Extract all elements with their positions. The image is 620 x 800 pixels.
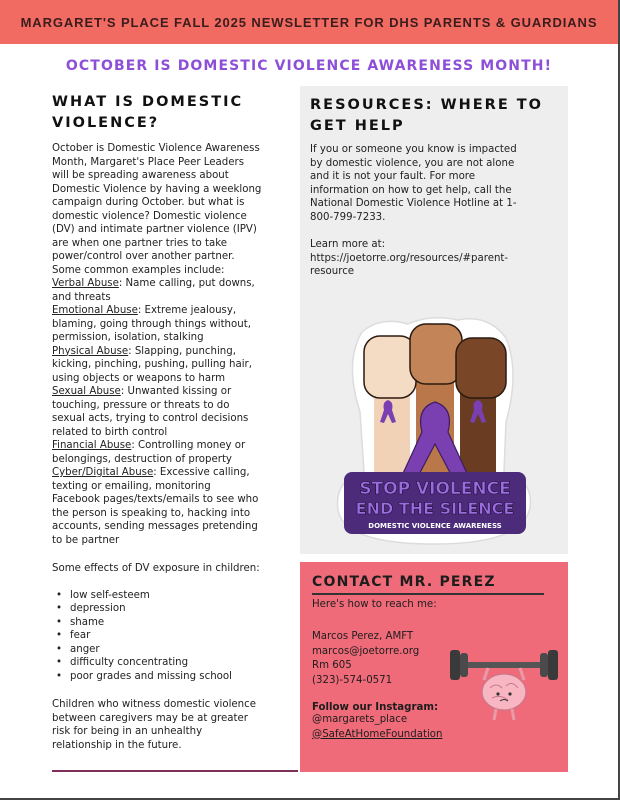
instagram-handle[interactable]: @margarets_place bbox=[312, 714, 408, 725]
list-item: • fear bbox=[56, 629, 292, 643]
banner-title: MARGARET'S PLACE FALL 2025 NEWSLETTER FOR DHS PARENTS & GUARDIANS bbox=[20, 14, 598, 30]
weight-plate bbox=[460, 653, 468, 677]
abuse-desc: related to birth control bbox=[52, 426, 168, 438]
text-line: campaign during October. but what is bbox=[52, 197, 245, 208]
abuse-desc: : Slapping, punching, bbox=[128, 345, 236, 357]
barbell-bar bbox=[454, 662, 554, 668]
abuse-verbal bbox=[52, 277, 292, 304]
brain-eye bbox=[496, 692, 499, 695]
sticker-line-2: END THE SILENCE bbox=[355, 499, 515, 518]
text-line: Domestic Violence by having a weeklong bbox=[52, 183, 262, 195]
list-item: • depression bbox=[56, 602, 292, 616]
text-line: risk for being in an unhealthy bbox=[52, 726, 203, 737]
brain-legs bbox=[494, 709, 514, 720]
abuse-desc: Facebook pages/texts/emails to see who bbox=[52, 494, 259, 505]
light-fist bbox=[364, 336, 416, 398]
text-line: by domestic violence, you are not alone bbox=[310, 157, 515, 169]
contact-phone[interactable]: (323)-574-0571 bbox=[312, 674, 393, 686]
heading-line: WHAT IS DOMESTIC bbox=[52, 94, 244, 110]
text-line: National Domestic Violence Hotline at 1- bbox=[310, 198, 517, 209]
stop-violence-sticker bbox=[330, 312, 540, 548]
dark-fist bbox=[456, 338, 506, 398]
contact-room: Rm 605 bbox=[312, 660, 352, 671]
dv-intro bbox=[52, 142, 292, 277]
text-line: If you or someone you know is impacted bbox=[310, 144, 517, 155]
newsletter-banner bbox=[0, 0, 618, 44]
abuse-desc: and threats bbox=[52, 291, 111, 303]
abuse-desc: permission, isolation, stalking bbox=[52, 332, 204, 343]
abuse-desc: texting or emailing, monitoring bbox=[52, 480, 211, 492]
brain-body bbox=[482, 674, 526, 710]
heading-line: VIOLENCE? bbox=[52, 115, 160, 131]
weight-plate bbox=[540, 653, 548, 677]
abuse-desc: using objects or weapons to harm bbox=[52, 372, 225, 384]
contact-heading: CONTACT MR. PEREZ bbox=[312, 574, 496, 590]
learn-more-label: Learn more at: bbox=[310, 239, 386, 250]
abuse-desc: accounts, sending messages pretending bbox=[52, 521, 258, 532]
sticker-line-3: DOMESTIC VIOLENCE AWARENESS bbox=[368, 522, 502, 530]
list-item: • low self-esteem bbox=[56, 589, 292, 603]
resources-heading bbox=[310, 95, 558, 137]
abuse-desc: kicking, pinching, pushing, pulling hair, bbox=[52, 359, 252, 370]
abuse-desc: : Controlling money or bbox=[131, 440, 246, 451]
text-line: information on how to get help, call the bbox=[310, 184, 512, 196]
abuse-desc: blaming, going through things without, bbox=[52, 318, 251, 330]
abuse-term: Verbal Abuse bbox=[52, 278, 119, 289]
resource-url: https://joetorre.org/resources/#parent- bbox=[310, 252, 509, 264]
instagram-heading: Follow our Instagram: bbox=[312, 702, 439, 713]
text-line: will be spreading awareness about bbox=[52, 170, 229, 181]
abuse-term: Cyber/Digital Abuse bbox=[52, 467, 154, 478]
text-line: (DV) and intimate partner violence (IPV) bbox=[52, 224, 257, 235]
text-line: Children who witness domestic violence bbox=[52, 699, 256, 710]
abuse-desc: : Unwanted kissing or bbox=[120, 386, 232, 397]
brain-weightlifting-icon bbox=[448, 640, 560, 726]
text-line: 800-799-7233. bbox=[310, 211, 386, 223]
text-line: relationship in the future. bbox=[52, 739, 182, 751]
abuse-desc: belongings, destruction of property bbox=[52, 453, 232, 465]
what-is-dv-heading bbox=[52, 92, 292, 134]
brain-eye bbox=[508, 692, 511, 695]
list-item: • shame bbox=[56, 616, 292, 630]
abuse-term: Physical Abuse bbox=[52, 345, 129, 357]
text-line: are when one partner tries to take bbox=[52, 237, 228, 249]
abuse-financial bbox=[52, 439, 292, 466]
text-line: and it is not your fault. For more bbox=[310, 171, 476, 182]
abuse-desc: the person is speaking to, hacking into bbox=[52, 507, 251, 519]
abuse-cyber bbox=[52, 466, 292, 547]
list-item: • poor grades and missing school bbox=[56, 670, 292, 684]
what-is-dv-section bbox=[52, 92, 292, 752]
text-line: October is Domestic Violence Awareness bbox=[52, 143, 260, 154]
effects-intro: Some effects of DV exposure in children: bbox=[52, 563, 260, 574]
abuse-desc: : Name calling, put downs, bbox=[118, 278, 255, 289]
abuse-emotional bbox=[52, 304, 292, 345]
contact-divider bbox=[312, 593, 544, 595]
effects-list bbox=[52, 589, 292, 684]
weight-plate bbox=[450, 650, 460, 680]
abuse-desc: : Excessive calling, bbox=[153, 467, 250, 478]
list-item: • anger bbox=[56, 643, 292, 657]
left-column-divider bbox=[52, 770, 298, 772]
awareness-month-title: OCTOBER IS DOMESTIC VIOLENCE AWARENESS MONTH! bbox=[65, 58, 553, 74]
closing-paragraph bbox=[52, 698, 292, 752]
abuse-desc: touching, pressure or threats to do bbox=[52, 399, 230, 411]
text-line: Month, Margaret's Place Peer Leaders bbox=[52, 156, 245, 168]
abuse-physical bbox=[52, 345, 292, 386]
list-item: • difficulty concentrating bbox=[56, 656, 292, 670]
medium-fist bbox=[410, 324, 462, 384]
heading-line: RESOURCES: WHERE TO bbox=[310, 97, 543, 113]
abuse-term: Sexual Abuse bbox=[52, 386, 121, 397]
abuse-sexual bbox=[52, 385, 292, 439]
heading-line: GET HELP bbox=[310, 118, 405, 134]
resources-text bbox=[310, 143, 558, 224]
abuse-term: Emotional Abuse bbox=[52, 305, 138, 316]
abuse-term: Financial Abuse bbox=[52, 440, 132, 451]
abuse-desc: sexual acts, trying to control decisions bbox=[52, 413, 249, 424]
text-line: between caregivers may be at greater bbox=[52, 712, 248, 724]
abuse-desc: : Extreme jealousy, bbox=[137, 305, 237, 316]
instagram-handle-link[interactable]: @SafeAtHomeFoundation bbox=[312, 728, 443, 740]
abuse-desc: to be partner bbox=[52, 534, 120, 546]
text-line: Some common examples include: bbox=[52, 264, 225, 276]
weight-plate bbox=[548, 650, 558, 680]
learn-more bbox=[310, 238, 558, 279]
resource-url: resource bbox=[310, 266, 355, 277]
contact-email[interactable]: marcos@joetorre.org bbox=[312, 645, 420, 657]
abuse-types-list bbox=[52, 277, 292, 547]
text-line: power/control over another partner. bbox=[52, 251, 235, 262]
text-line: domestic violence? Domestic violence bbox=[52, 210, 247, 222]
contact-name: Marcos Perez, AMFT bbox=[312, 631, 414, 642]
sticker-line-1: STOP VIOLENCE bbox=[359, 479, 511, 499]
contact-intro: Here's how to reach me: bbox=[312, 599, 437, 610]
